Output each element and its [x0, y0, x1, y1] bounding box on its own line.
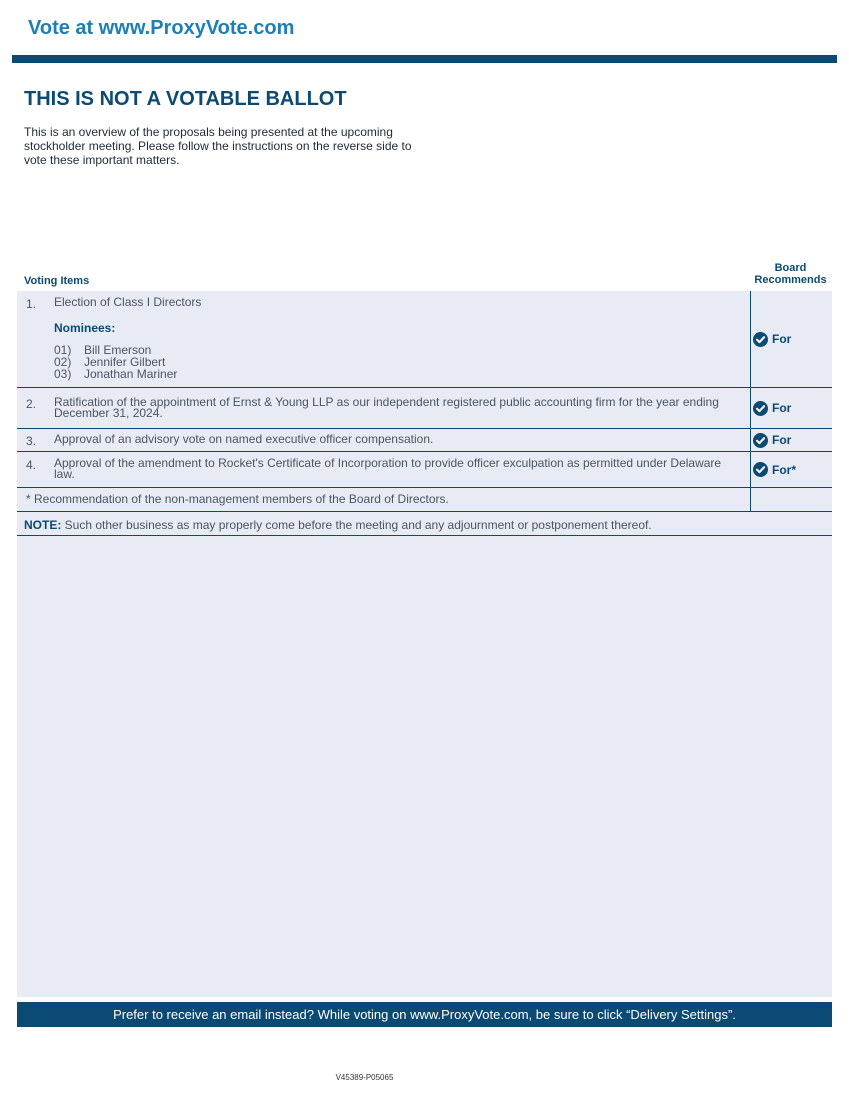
note-row [17, 512, 832, 536]
header-divider [12, 55, 837, 63]
check-circle-icon [753, 462, 768, 477]
nominee-number: 03) [54, 367, 72, 381]
notice-intro: This is an overview of the proposals being presented at the upcoming stockholder meeting. Please follow the instructions on the reverse side to vote these important matters. [24, 125, 412, 167]
board-recommends-line2: Recommends [754, 274, 827, 286]
note-body: Such other business as may properly come before the meeting and any adjournment or postponement thereof. [61, 518, 652, 532]
item-number: 3. [26, 434, 37, 448]
nominee-item [54, 369, 177, 380]
nominee-name: Bill Emerson [84, 343, 152, 357]
voting-item-row [17, 291, 832, 388]
item-number: 4. [26, 458, 37, 472]
board-recommends-line1: Board [774, 262, 807, 274]
notice-heading: THIS IS NOT A VOTABLE BALLOT [24, 88, 347, 110]
email-delivery-banner: Prefer to receive an email instead? While voting on www.ProxyVote.com, be sure to click “Delivery Settings”. [17, 1002, 832, 1027]
item-text: Approval of the amendment to Rocket's Certificate of Incorporation to provide officer exculpation as permitted under Delaware law. [54, 456, 722, 481]
recommendation-cell-empty [750, 488, 832, 511]
note-text [24, 518, 652, 532]
voting-item-row [17, 452, 832, 488]
nominee-name: Jennifer Gilbert [84, 355, 166, 369]
nominee-name: Jonathan Mariner [84, 367, 178, 381]
recommendation-label: For* [772, 462, 796, 477]
item-number: 2. [26, 397, 37, 411]
item-text: Ratification of the appointment of Ernst & Young LLP as our independent registered public accounting firm for the year ending December 31, 2024. [54, 395, 719, 420]
board-recommends-header [749, 262, 832, 286]
item-text: Election of Class I Directors [54, 295, 202, 309]
voting-items-header: Voting Items [24, 275, 90, 287]
check-circle-icon [753, 332, 768, 347]
recommendation-cell [750, 388, 832, 428]
check-circle-icon [753, 433, 768, 448]
recommendation-label: For [772, 332, 792, 346]
check-circle-icon [753, 401, 768, 416]
note-label: NOTE: [24, 518, 62, 532]
voting-item-row [17, 388, 832, 429]
item-number: 1. [26, 297, 37, 311]
recommendation-cell [750, 452, 832, 487]
item-text: Approval of an advisory vote on named executive officer compensation. [54, 432, 434, 446]
footnote-row [17, 488, 832, 512]
footnote-text: * Recommendation of the non-management members of the Board of Directors. [26, 492, 449, 506]
recommendation-cell [750, 291, 832, 387]
nominee-number: 02) [54, 355, 72, 369]
nominee-number: 01) [54, 343, 72, 357]
recommendation-label: For [772, 433, 792, 447]
recommendation-cell [750, 429, 832, 451]
proxyvote-title: Vote at www.ProxyVote.com [28, 17, 295, 39]
nominees-label: Nominees: [54, 321, 116, 335]
document-code: V45389-P05065 [335, 1073, 394, 1082]
recommendation-label: For [772, 401, 792, 415]
voting-item-row [17, 429, 832, 452]
